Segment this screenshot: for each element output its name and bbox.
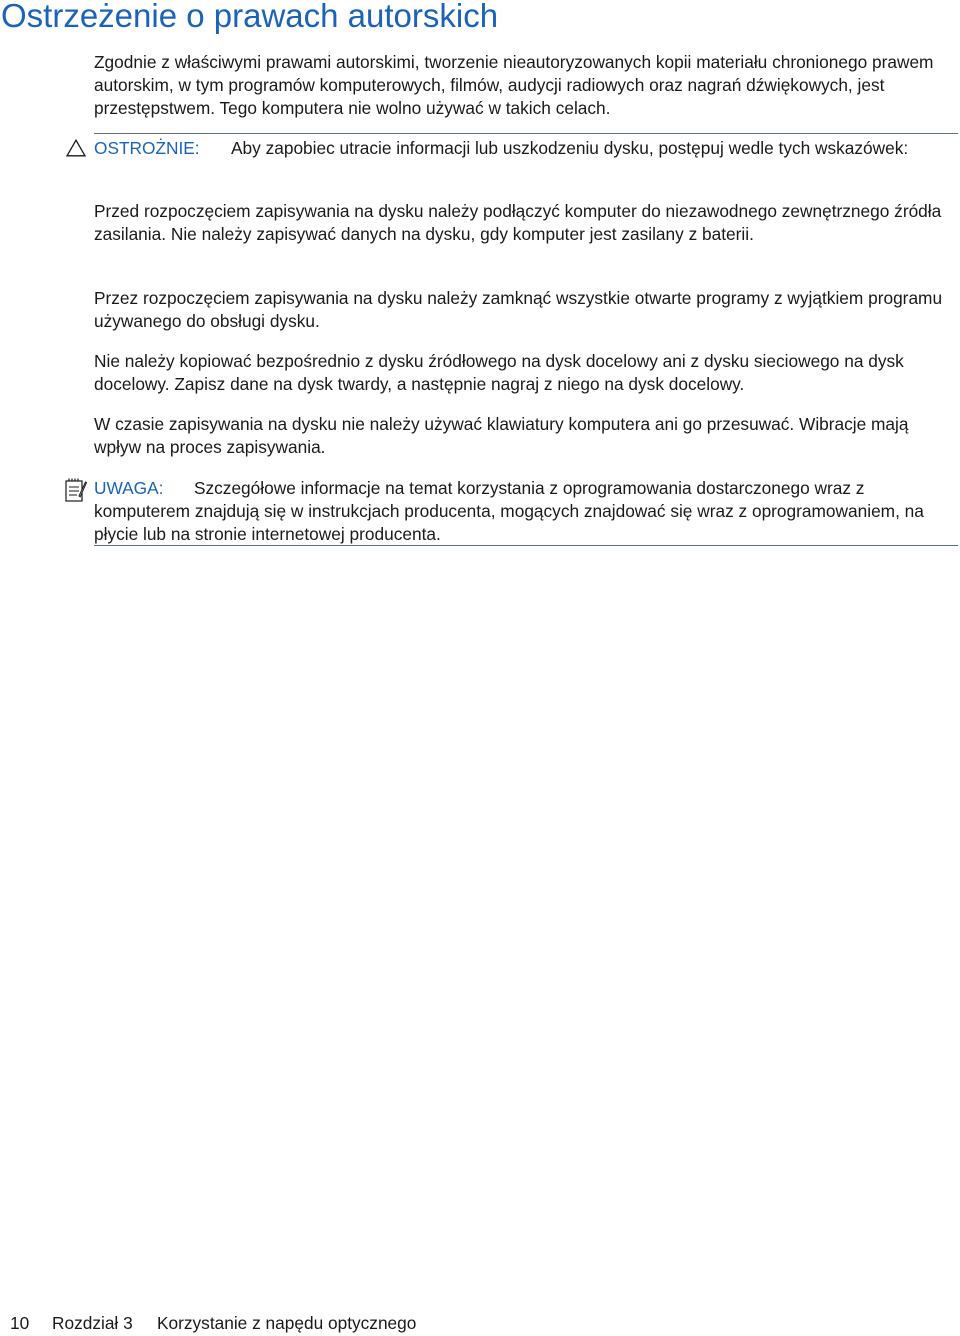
note-label: UWAGA:: [94, 478, 164, 498]
caution-label: OSTROŻNIE:: [94, 138, 200, 158]
page-number: 10: [10, 1313, 30, 1333]
chapter-number: Rozdział 3: [52, 1313, 133, 1333]
note-pad-icon: [65, 478, 87, 502]
page-title: Ostrzeżenie o prawach autorskich: [1, 0, 499, 34]
caution-item: Przez rozpoczęciem zapisywania na dysku należy zamknąć wszystkie otwarte programy z wyjątkiem programu używanego do obsługi dysku.: [94, 288, 943, 331]
note-bottom-rule: [94, 545, 958, 546]
warning-triangle-icon: [66, 139, 86, 157]
note-message: Szczegółowe informacje na temat korzystania z oprogramowania dostarczonego wraz z komputerem znajdują się w instrukcjach producenta, mogących znajdować się wraz z oprogramowaniem, na płycie lub na stronie internetowej producenta.: [94, 478, 924, 544]
note-text: [94, 477, 960, 546]
caution-text: [94, 137, 960, 160]
caution-message: Aby zapobiec utracie informacji lub uszkodzeniu dysku, postępuj wedle tych wskazówek:: [231, 138, 909, 158]
intro-paragraph: Zgodnie z właściwymi prawami autorskimi, tworzenie nieautoryzowanych kopii materiału chronionego prawem autorskim, w tym programów komputerowych, filmów, audycji radiowych oraz nagrań dźwiękowych, jest przestępstwem. Tego komputera nie wolno używać w takich celach.: [94, 52, 934, 118]
page-footer: [10, 1312, 416, 1335]
caution-item: W czasie zapisywania na dysku nie należy używać klawiatury komputera ani go przesuwać. Wibracje mają wpływ na proces zapisywania.: [94, 414, 909, 457]
caution-item: Przed rozpoczęciem zapisywania na dysku należy podłączyć komputer do niezawodnego zewnętrznego źródła zasilania. Nie należy zapisywać danych na dysku, gdy komputer jest zasilany z baterii.: [94, 201, 942, 244]
chapter-title: Korzystanie z napędu optycznego: [157, 1313, 417, 1333]
caution-item: Nie należy kopiować bezpośrednio z dysku źródłowego na dysk docelowy ani z dysku sieciowego na dysk docelowy. Zapisz dane na dysk twardy, a następnie nagraj z niego na dysk docelowy.: [94, 351, 904, 394]
caution-top-rule: [94, 133, 958, 134]
